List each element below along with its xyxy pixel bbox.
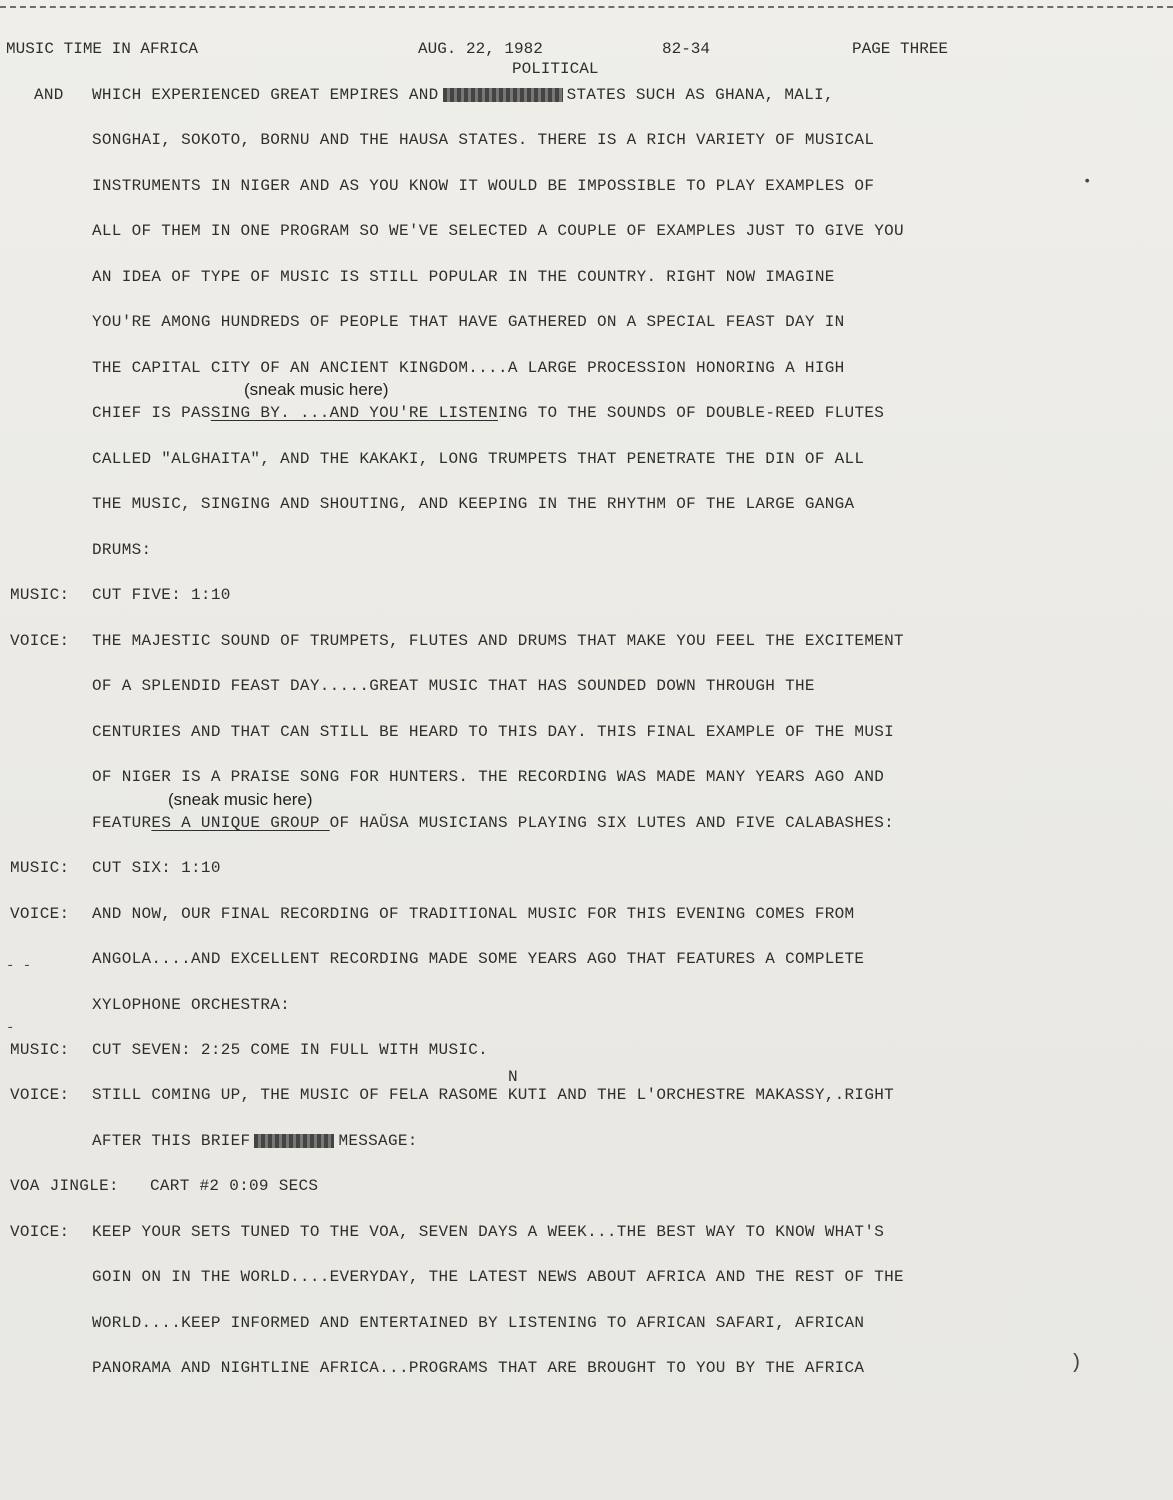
stray-mark: ‐ ‐ bbox=[6, 958, 32, 974]
music-cue: MUSIC: CUT FIVE: 1:10 bbox=[10, 586, 231, 604]
handwritten-cue-sneak-music: (sneak music here) bbox=[244, 380, 389, 399]
line-prefix: AND bbox=[34, 86, 64, 104]
music-cue: MUSIC: CUT SIX: 1:10 bbox=[10, 859, 221, 877]
redaction-mark bbox=[254, 1134, 334, 1148]
cue-label: VOICE: bbox=[10, 905, 70, 923]
line-text: WHICH EXPERIENCED GREAT EMPIRES AND STATES SUCH AS GHANA, MALI, bbox=[92, 86, 834, 104]
script-line: YOU'RE AMONG HUNDREDS OF PEOPLE THAT HAVE GATHERED ON A SPECIAL FEAST DAY IN bbox=[92, 313, 845, 331]
script-line: CHIEF IS PASSING BY. ...AND YOU'RE LISTENING TO THE SOUNDS OF DOUBLE-REED FLUTES bbox=[92, 404, 885, 422]
script-line: XYLOPHONE ORCHESTRA: bbox=[92, 996, 291, 1014]
cue-label: VOICE: bbox=[10, 632, 70, 650]
voice-line: VOICE: KEEP YOUR SETS TUNED TO THE VOA, SEVEN DAYS A WEEK...THE BEST WAY TO KNOW WHAT'S bbox=[10, 1223, 885, 1241]
underlined-cue: ES A UNIQUE GROUP bbox=[151, 814, 330, 832]
script-line bbox=[0, 86, 1173, 114]
voice-line: VOICE: AND NOW, OUR FINAL RECORDING OF TRADITIONAL MUSIC FOR THIS EVENING COMES FROM bbox=[10, 905, 855, 923]
cue-label: VOICE: bbox=[10, 1086, 70, 1104]
underlined-cue: SING BY. ...AND YOU'RE LISTEN bbox=[210, 404, 498, 422]
music-cue: MUSIC: CUT SEVEN: 2:25 COME IN FULL WITH MUSIC. bbox=[10, 1041, 489, 1059]
voice-line: VOICE: THE MAJESTIC SOUND OF TRUMPETS, FLUTES AND DRUMS THAT MAKE YOU FEEL THE EXCITEMENT bbox=[10, 632, 904, 650]
script-line: CALLED "ALGHAITA", AND THE KAKAKI, LONG TRUMPETS THAT PENETRATE THE DIN OF ALL bbox=[92, 450, 865, 468]
script-line: GOIN ON IN THE WORLD....EVERYDAY, THE LATEST NEWS ABOUT AFRICA AND THE REST OF THE bbox=[92, 1268, 904, 1286]
cue-label: VOICE: bbox=[10, 1223, 70, 1241]
cue-label: VOA JINGLE: bbox=[10, 1177, 119, 1195]
stray-mark: ‐ bbox=[6, 1020, 15, 1036]
program-title: MUSIC TIME IN AFRICA bbox=[6, 40, 199, 58]
redaction-mark bbox=[443, 88, 563, 102]
script-line: AN IDEA OF TYPE OF MUSIC IS STILL POPULAR IN THE COUNTRY. RIGHT NOW IMAGINE bbox=[92, 268, 835, 286]
script-line: ANGOLA....AND EXCELLENT RECORDING MADE SOME YEARS AGO THAT FEATURES A COMPLETE bbox=[92, 950, 865, 968]
script-line: FEATURES A UNIQUE GROUP OF HAŬSA MUSICIANS PLAYING SIX LUTES AND FIVE CALABASHES: bbox=[92, 814, 895, 832]
jingle-cue: VOA JINGLE: CART #2 0:09 SECS bbox=[10, 1177, 319, 1195]
script-line: THE CAPITAL CITY OF AN ANCIENT KINGDOM....A LARGE PROCESSION HONORING A HIGH bbox=[92, 359, 845, 377]
script-line: INSTRUMENTS IN NIGER AND AS YOU KNOW IT WOULD BE IMPOSSIBLE TO PLAY EXAMPLES OF bbox=[92, 177, 875, 195]
perforation-line bbox=[0, 6, 1173, 8]
cue-label: MUSIC: bbox=[10, 586, 70, 604]
script-line: OF NIGER IS A PRAISE SONG FOR HUNTERS. THE RECORDING WAS MADE MANY YEARS AGO AND bbox=[92, 768, 885, 786]
cue-label: MUSIC: bbox=[10, 1041, 70, 1059]
voice-line: VOICE: STILL COMING UP, THE MUSIC OF FELA RASOME KUTI AND THE L'ORCHESTRE MAKASSY,.RIGHT bbox=[10, 1086, 895, 1104]
handwritten-insertion-political: POLITICAL bbox=[512, 60, 599, 78]
script-line: WORLD....KEEP INFORMED AND ENTERTAINED BY LISTENING TO AFRICAN SAFARI, AFRICAN bbox=[92, 1314, 865, 1332]
script-line: THE MUSIC, SINGING AND SHOUTING, AND KEEPING IN THE RHYTHM OF THE LARGE GANGA bbox=[92, 495, 855, 513]
script-line: SONGHAI, SOKOTO, BORNU AND THE HAUSA STATES. THERE IS A RICH VARIETY OF MUSICAL bbox=[92, 131, 875, 149]
stray-mark: • bbox=[1083, 174, 1092, 190]
handwritten-cue-sneak-music: (sneak music here) bbox=[168, 790, 313, 809]
stray-mark: ) bbox=[1070, 1352, 1083, 1375]
script-line: OF A SPLENDID FEAST DAY.....GREAT MUSIC THAT HAS SOUNDED DOWN THROUGH THE bbox=[92, 677, 815, 695]
handwritten-insertion-n: N bbox=[508, 1068, 518, 1086]
page-number: PAGE THREE bbox=[852, 40, 949, 58]
script-number: 82-34 bbox=[662, 40, 711, 58]
script-line: PANORAMA AND NIGHTLINE AFRICA...PROGRAMS THAT ARE BROUGHT TO YOU BY THE AFRICA bbox=[92, 1359, 865, 1377]
script-line: ALL OF THEM IN ONE PROGRAM SO WE'VE SELECTED A COUPLE OF EXAMPLES JUST TO GIVE YOU bbox=[92, 222, 904, 240]
cue-label: MUSIC: bbox=[10, 859, 70, 877]
broadcast-date: AUG. 22, 1982 bbox=[418, 40, 543, 58]
script-line: DRUMS: bbox=[92, 541, 152, 559]
script-line: AFTER THIS BRIEF MESSAGE: bbox=[92, 1132, 418, 1150]
script-line: CENTURIES AND THAT CAN STILL BE HEARD TO THIS DAY. THIS FINAL EXAMPLE OF THE MUSI bbox=[92, 723, 895, 741]
